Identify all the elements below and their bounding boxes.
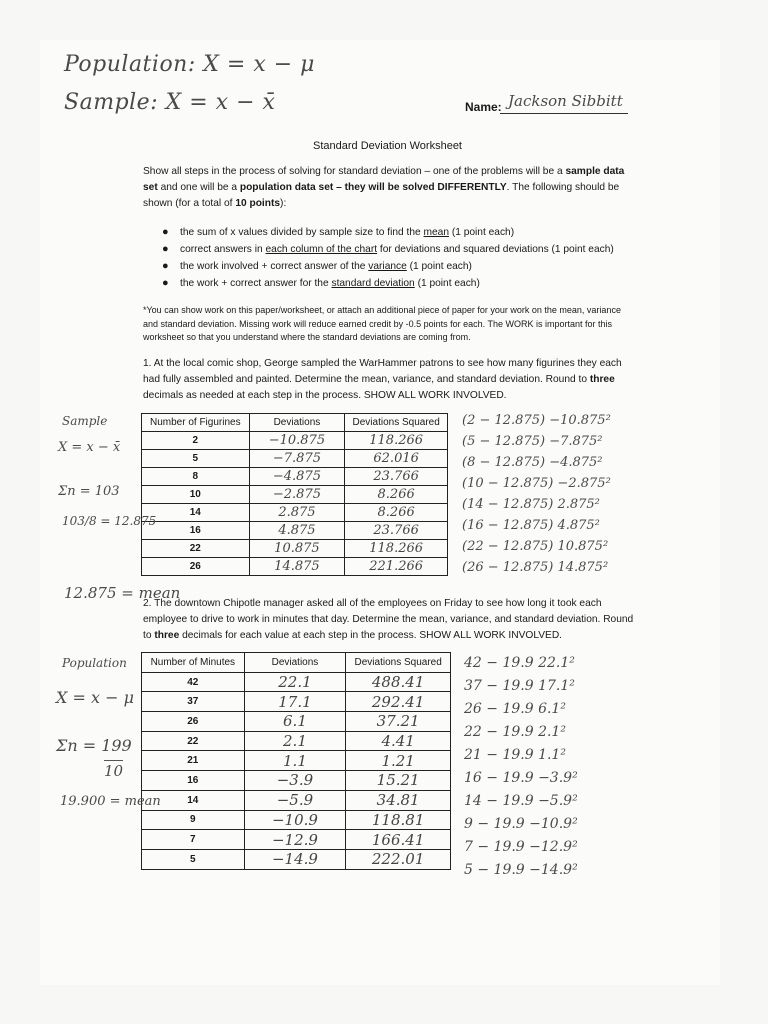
value-cell: 22 [142,731,245,751]
instructions-paragraph: Show all steps in the process of solving for standard deviation – one of the problems will be a sample data set and one will be a population data set – they will be solved DIFFERENTLY. The following should be shown (for a total of 10 points): [143,166,625,209]
deviation-cell: 10.875 [249,540,345,558]
value-cell: 7 [142,830,245,850]
worksheet-title: Standard Deviation Worksheet [313,140,462,152]
value-cell: 21 [142,751,245,771]
squared-cell: 23.766 [345,468,448,486]
criteria-item: ● the sum of x values divided by sample size to find the mean (1 point each) [162,226,515,238]
handwritten-note: Σn = 103 [58,484,120,499]
criteria-item: ● the work involved + correct answer of the variance (1 point each) [162,260,472,272]
work-line: 14 − 19.9 −5.9² [464,793,578,809]
work-line: 42 − 19.9 22.1² [464,655,575,671]
table-row [142,522,448,540]
column-header: Number of Minutes [142,653,245,673]
value-cell: 22 [142,540,250,558]
squared-cell: 488.41 [346,672,451,692]
table-row [142,432,448,450]
table-row [142,751,451,771]
table-header-row [142,414,448,432]
deviation-cell: 6.1 [244,712,346,732]
table-row [142,672,451,692]
name-line [500,112,628,114]
work-line: 21 − 19.9 1.1² [464,747,566,763]
work-line: (26 − 12.875) 14.875² [462,560,609,575]
deviation-cell: −14.9 [244,849,346,869]
deviation-cell: 1.1 [244,751,346,771]
value-cell: 9 [142,810,245,830]
squared-cell: 166.41 [346,830,451,850]
table-row [142,558,448,576]
deviation-cell: 2.1 [244,731,346,751]
handwritten-work-q2 [464,652,578,882]
handwritten-note: X = x − x̄ [58,440,121,455]
squared-cell: 221.266 [345,558,448,576]
table-row [142,790,451,810]
column-header: Deviations [244,653,346,673]
deviation-cell: 2.875 [249,504,345,522]
grading-criteria-list [162,224,670,292]
work-line: 16 − 19.9 −3.9² [464,770,578,786]
deviation-cell: 17.1 [244,692,346,712]
squared-cell: 34.81 [346,790,451,810]
handwritten-note: X = x − μ [56,688,134,707]
value-cell: 37 [142,692,245,712]
table-row [142,450,448,468]
work-line: (10 − 12.875) −2.875² [462,476,611,491]
work-line: 22 − 19.9 2.1² [464,724,566,740]
handwritten-note: 10 [104,762,124,780]
value-cell: 26 [142,712,245,732]
value-cell: 5 [142,450,250,468]
squared-cell: 4.41 [346,731,451,751]
deviation-cell: −10.875 [249,432,345,450]
squared-cell: 23.766 [345,522,448,540]
squared-cell: 118.266 [345,432,448,450]
work-line: (8 − 12.875) −4.875² [462,455,603,470]
table-row [142,468,448,486]
handwritten-note: Sample [62,414,108,428]
squared-cell: 15.21 [346,771,451,791]
table-row [142,504,448,522]
work-line: (16 − 12.875) 4.875² [462,518,600,533]
work-line: 5 − 19.9 −14.9² [464,862,578,878]
name-label: Name: [465,100,502,114]
table-row [142,731,451,751]
value-cell: 10 [142,486,250,504]
handwritten-note: 103/8 = 12.875 [62,514,157,528]
table-row [142,771,451,791]
handwritten-population-formula: Population: X = x − μ [64,52,315,77]
column-header: Deviations Squared [345,414,448,432]
value-cell: 42 [142,672,245,692]
work-line: (2 − 12.875) −10.875² [462,413,611,428]
squared-cell: 118.81 [346,810,451,830]
table-row [142,712,451,732]
table-row [142,486,448,504]
deviation-cell: 22.1 [244,672,346,692]
deviation-cell: −2.875 [249,486,345,504]
value-cell: 16 [142,522,250,540]
criteria-item: ● the work + correct answer for the standard deviation (1 point each) [162,277,480,289]
table-row [142,540,448,558]
deviation-cell: −3.9 [244,771,346,791]
question-2-table [141,652,451,870]
value-cell: 26 [142,558,250,576]
work-note: *You can show work on this paper/worksheet, or attach an additional piece of paper for your work on the mean, variance and standard deviation. Missing work will reduce earned credit by -0.5 points for each. The WORK is important for this worksheet so that you understand where the standard deviations are coming from. [143,305,621,342]
table-row [142,810,451,830]
handwritten-note: Σn = 199 [56,736,132,755]
work-line: 37 − 19.9 17.1² [464,678,575,694]
work-line: (5 − 12.875) −7.875² [462,434,603,449]
value-cell: 14 [142,504,250,522]
deviation-cell: 4.875 [249,522,345,540]
work-line: (22 − 12.875) 10.875² [462,539,609,554]
squared-cell: 8.266 [345,486,448,504]
handwritten-sample-formula: Sample: X = x − x̄ [64,90,276,115]
deviation-cell: 14.875 [249,558,345,576]
squared-cell: 62.016 [345,450,448,468]
table-header-row [142,653,451,673]
column-header: Number of Figurines [142,414,250,432]
table-row [142,692,451,712]
deviation-cell: −7.875 [249,450,345,468]
question-1-table [141,413,448,576]
value-cell: 2 [142,432,250,450]
squared-cell: 1.21 [346,751,451,771]
table-row [142,830,451,850]
work-line: 26 − 19.9 6.1² [464,701,566,717]
handwritten-note: 19.900 = mean [60,794,161,809]
handwritten-note: Population [62,656,127,670]
question-2-text: 2. The downtown Chipotle manager asked all of the employees on Friday to see how long it took each employee to drive to work in minutes that day. Determine the mean, variance, and standard deviation. Round to three decimals for each value at each step in the process. SHOW ALL WORK INVOLVED. [143,598,634,641]
value-cell: 16 [142,771,245,791]
deviation-cell: −10.9 [244,810,346,830]
value-cell: 5 [142,849,245,869]
handwritten-signature: Jackson Sibbitt [508,92,623,110]
handwritten-note: 12.875 = mean [64,584,181,602]
deviation-cell: −5.9 [244,790,346,810]
table-row [142,849,451,869]
squared-cell: 222.01 [346,849,451,869]
criteria-item: ● correct answers in each column of the chart for deviations and squared deviations (1 point each) [162,243,614,255]
work-line: 7 − 19.9 −12.9² [464,839,578,855]
work-line: (14 − 12.875) 2.875² [462,497,600,512]
value-cell: 14 [142,790,245,810]
squared-cell: 37.21 [346,712,451,732]
column-header: Deviations [249,414,345,432]
deviation-cell: −4.875 [249,468,345,486]
squared-cell: 118.266 [345,540,448,558]
squared-cell: 292.41 [346,692,451,712]
column-header: Deviations Squared [346,653,451,673]
squared-cell: 8.266 [345,504,448,522]
deviation-cell: −12.9 [244,830,346,850]
question-1-text: 1. At the local comic shop, George sampled the WarHammer patrons to see how many figurines they each had fully assembled and painted. Determine the mean, variance, and standard deviation. Round to three decimals as needed at each step in the process. SHOW ALL WORK INVOLVED. [143,358,622,401]
work-line: 9 − 19.9 −10.9² [464,816,578,832]
value-cell: 8 [142,468,250,486]
handwritten-work-q1 [462,410,611,578]
